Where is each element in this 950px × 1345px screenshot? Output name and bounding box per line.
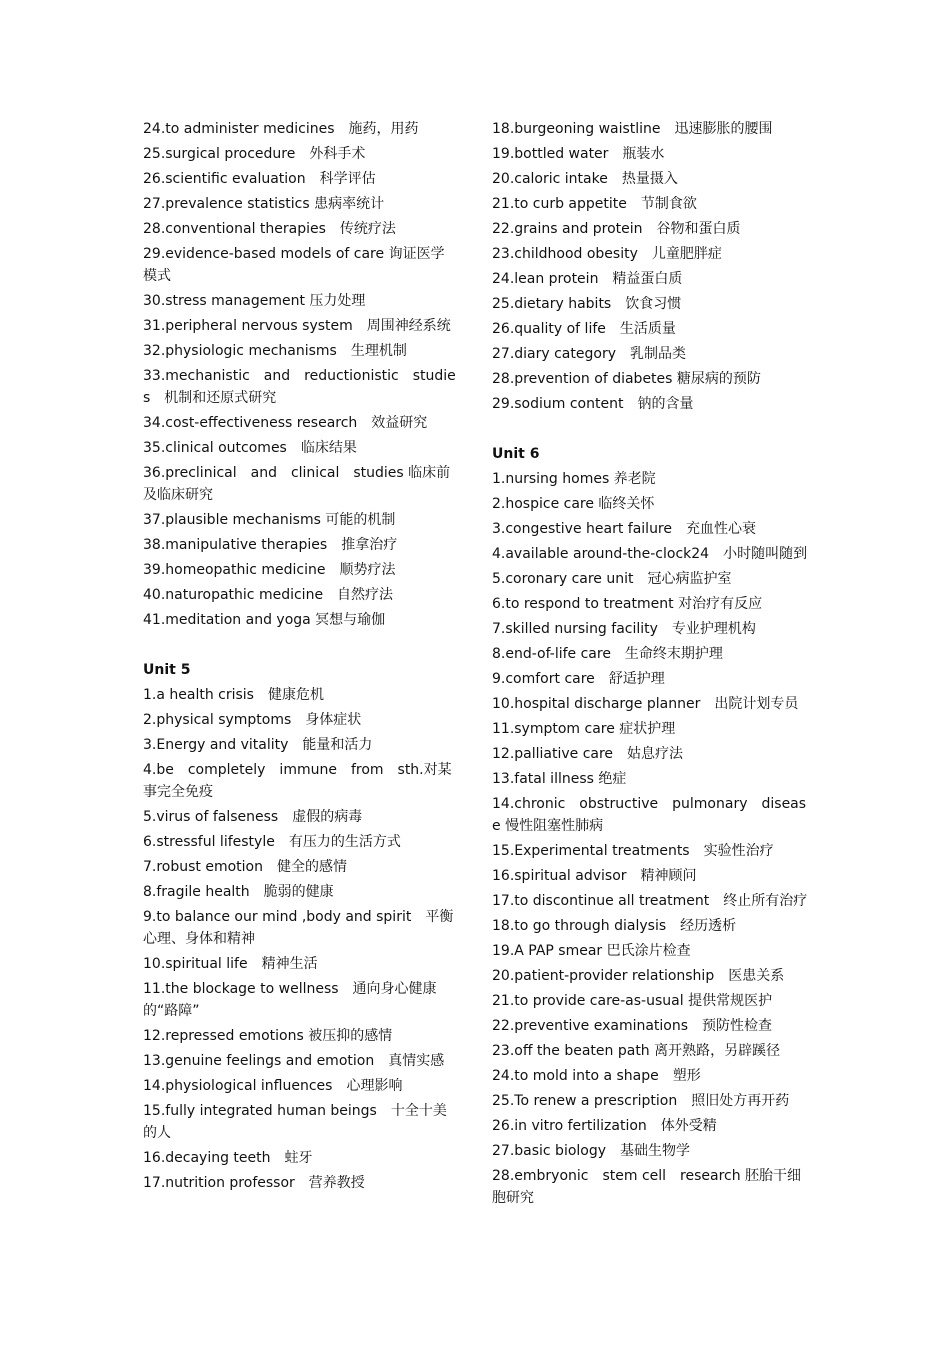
list-item: 25.surgical procedure 外科手术: [143, 146, 366, 162]
right-list-top: [492, 118, 810, 415]
list-item: 25.dietary habits 饮食习惯: [492, 296, 682, 312]
list-item: 27.diary category 乳制品类: [492, 346, 686, 362]
list-item: 32.physiologic mechanisms 生理机制: [143, 343, 407, 359]
list-item: 18.to go through dialysis 经历透析: [492, 918, 737, 934]
list-item: 38.manipulative therapies 推拿治疗: [143, 537, 398, 553]
list-item: 30.stress management 压力处理: [143, 293, 366, 309]
list-item: 24.to mold into a shape 塑形: [492, 1068, 701, 1084]
list-item: 12.repressed emotions 被压抑的感情: [143, 1028, 393, 1044]
list-item: 4.available around-the-clock24 小时随叫随到: [492, 546, 808, 562]
list-item: 9.comfort care 舒适护理: [492, 671, 665, 687]
list-item: 29.sodium content 钠的含量: [492, 396, 694, 412]
list-item: 1.nursing homes 养老院: [492, 471, 656, 487]
right-column: [492, 118, 810, 1212]
list-item: 34.cost-effectiveness research 效益研究: [143, 415, 428, 431]
list-item: 39.homeopathic medicine 顺势疗法: [143, 562, 396, 578]
list-item: 24.to administer medicines 施药，用药: [143, 121, 419, 137]
list-item: 11.the blockage to wellness 通向身心健康的“路障”: [143, 981, 437, 1019]
list-item: 21.to curb appetite 节制食欲: [492, 196, 697, 212]
section-gap: [143, 634, 458, 659]
list-item: 37.plausible mechanisms 可能的机制: [143, 512, 396, 528]
list-item: 13.genuine feelings and emotion 真情实感: [143, 1053, 445, 1069]
list-item: 7.skilled nursing facility 专业护理机构: [492, 621, 756, 637]
list-item: 15.fully integrated human beings 十全十美的人: [143, 1103, 447, 1141]
list-item: 19.bottled water 瓶装水: [492, 146, 665, 162]
list-item: 17.nutrition professor 营养教授: [143, 1175, 365, 1191]
list-item: 8.end-of-life care 生命终末期护理: [492, 646, 723, 662]
list-item: 9.to balance our mind ,body and spirit 平衡心理、身体和精神: [143, 909, 454, 947]
list-item: 1.a health crisis 健康危机: [143, 687, 324, 703]
list-item: 5.virus of falseness 虚假的病毒: [143, 809, 363, 825]
list-item: 27.prevalence statistics 患病率统计: [143, 196, 385, 212]
list-item: 3.congestive heart failure 充血性心衰: [492, 521, 756, 537]
list-item: 20.patient-provider relationship 医患关系: [492, 968, 785, 984]
list-item: 26.scientific evaluation 科学评估: [143, 171, 376, 187]
list-item: 12.palliative care 姑息疗法: [492, 746, 684, 762]
left-column: [143, 118, 458, 1197]
unit-6-heading: Unit 6: [492, 446, 540, 462]
list-item: 4.be completely immune from sth.对某事完全免疫: [143, 762, 452, 800]
list-item: 22.preventive examinations 预防性检查: [492, 1018, 773, 1034]
list-item: 17.to discontinue all treatment 终止所有治疗: [492, 893, 808, 909]
list-item: 40.naturopathic medicine 自然疗法: [143, 587, 394, 603]
list-item: 31.peripheral nervous system 周围神经系统: [143, 318, 451, 334]
list-item: 22.grains and protein 谷物和蛋白质: [492, 221, 741, 237]
list-item: 14.physiological influences 心理影响: [143, 1078, 403, 1094]
list-item: 23.childhood obesity 儿童肥胖症: [492, 246, 722, 262]
left-list-top: [143, 118, 458, 631]
list-item: 6.to respond to treatment 对治疗有反应: [492, 596, 763, 612]
list-item: 29.evidence-based models of care 询证医学模式: [143, 246, 445, 284]
list-item: 28.embryonic stem cell research 胚胎干细胞研究: [492, 1168, 802, 1206]
list-item: 26.quality of life 生活质量: [492, 321, 676, 337]
list-item: 23.off the beaten path 离开熟路，另辟蹊径: [492, 1043, 781, 1059]
list-item: 7.robust emotion 健全的感情: [143, 859, 347, 875]
unit-5-list: [143, 684, 458, 1194]
list-item: 8.fragile health 脆弱的健康: [143, 884, 334, 900]
list-item: 36.preclinical and clinical studies 临床前及临床研究: [143, 465, 451, 503]
list-item: 11.symptom care 症状护理: [492, 721, 676, 737]
unit-5-heading: Unit 5: [143, 662, 191, 678]
list-item: 35.clinical outcomes 临床结果: [143, 440, 357, 456]
list-item: 25.To renew a prescription 照旧处方再开药: [492, 1093, 790, 1109]
list-item: 2.physical symptoms 身体症状: [143, 712, 362, 728]
list-item: 18.burgeoning waistline 迅速膨胀的腰围: [492, 121, 773, 137]
list-item: 33.mechanistic and reductionistic studies 机制和还原式研究: [143, 368, 456, 406]
list-item: 2.hospice care 临终关怀: [492, 496, 655, 512]
section-gap: [492, 418, 810, 443]
list-item: 10.spiritual life 精神生活: [143, 956, 318, 972]
list-item: 6.stressful lifestyle 有压力的生活方式: [143, 834, 401, 850]
list-item: 41.meditation and yoga 冥想与瑜伽: [143, 612, 386, 628]
list-item: 28.prevention of diabetes 糖尿病的预防: [492, 371, 761, 387]
list-item: 14.chronic obstructive pulmonary disease 慢性阻塞性肺病: [492, 796, 807, 834]
list-item: 15.Experimental treatments 实验性治疗: [492, 843, 774, 859]
list-item: 13.fatal illness 绝症: [492, 771, 627, 787]
list-item: 3.Energy and vitality 能量和活力: [143, 737, 373, 753]
list-item: 24.lean protein 精益蛋白质: [492, 271, 683, 287]
list-item: 19.A PAP smear 巴氏涂片检查: [492, 943, 691, 959]
list-item: 21.to provide care-as-usual 提供常规医护: [492, 993, 773, 1009]
list-item: 27.basic biology 基础生物学: [492, 1143, 691, 1159]
list-item: 16.decaying teeth 蛀牙: [143, 1150, 313, 1166]
list-item: 28.conventional therapies 传统疗法: [143, 221, 396, 237]
list-item: 5.coronary care unit 冠心病监护室: [492, 571, 732, 587]
unit-6-list: [492, 468, 810, 1209]
list-item: 20.caloric intake 热量摄入: [492, 171, 678, 187]
list-item: 16.spiritual advisor 精神顾问: [492, 868, 697, 884]
list-item: 10.hospital discharge planner 出院计划专员: [492, 696, 799, 712]
list-item: 26.in vitro fertilization 体外受精: [492, 1118, 717, 1134]
